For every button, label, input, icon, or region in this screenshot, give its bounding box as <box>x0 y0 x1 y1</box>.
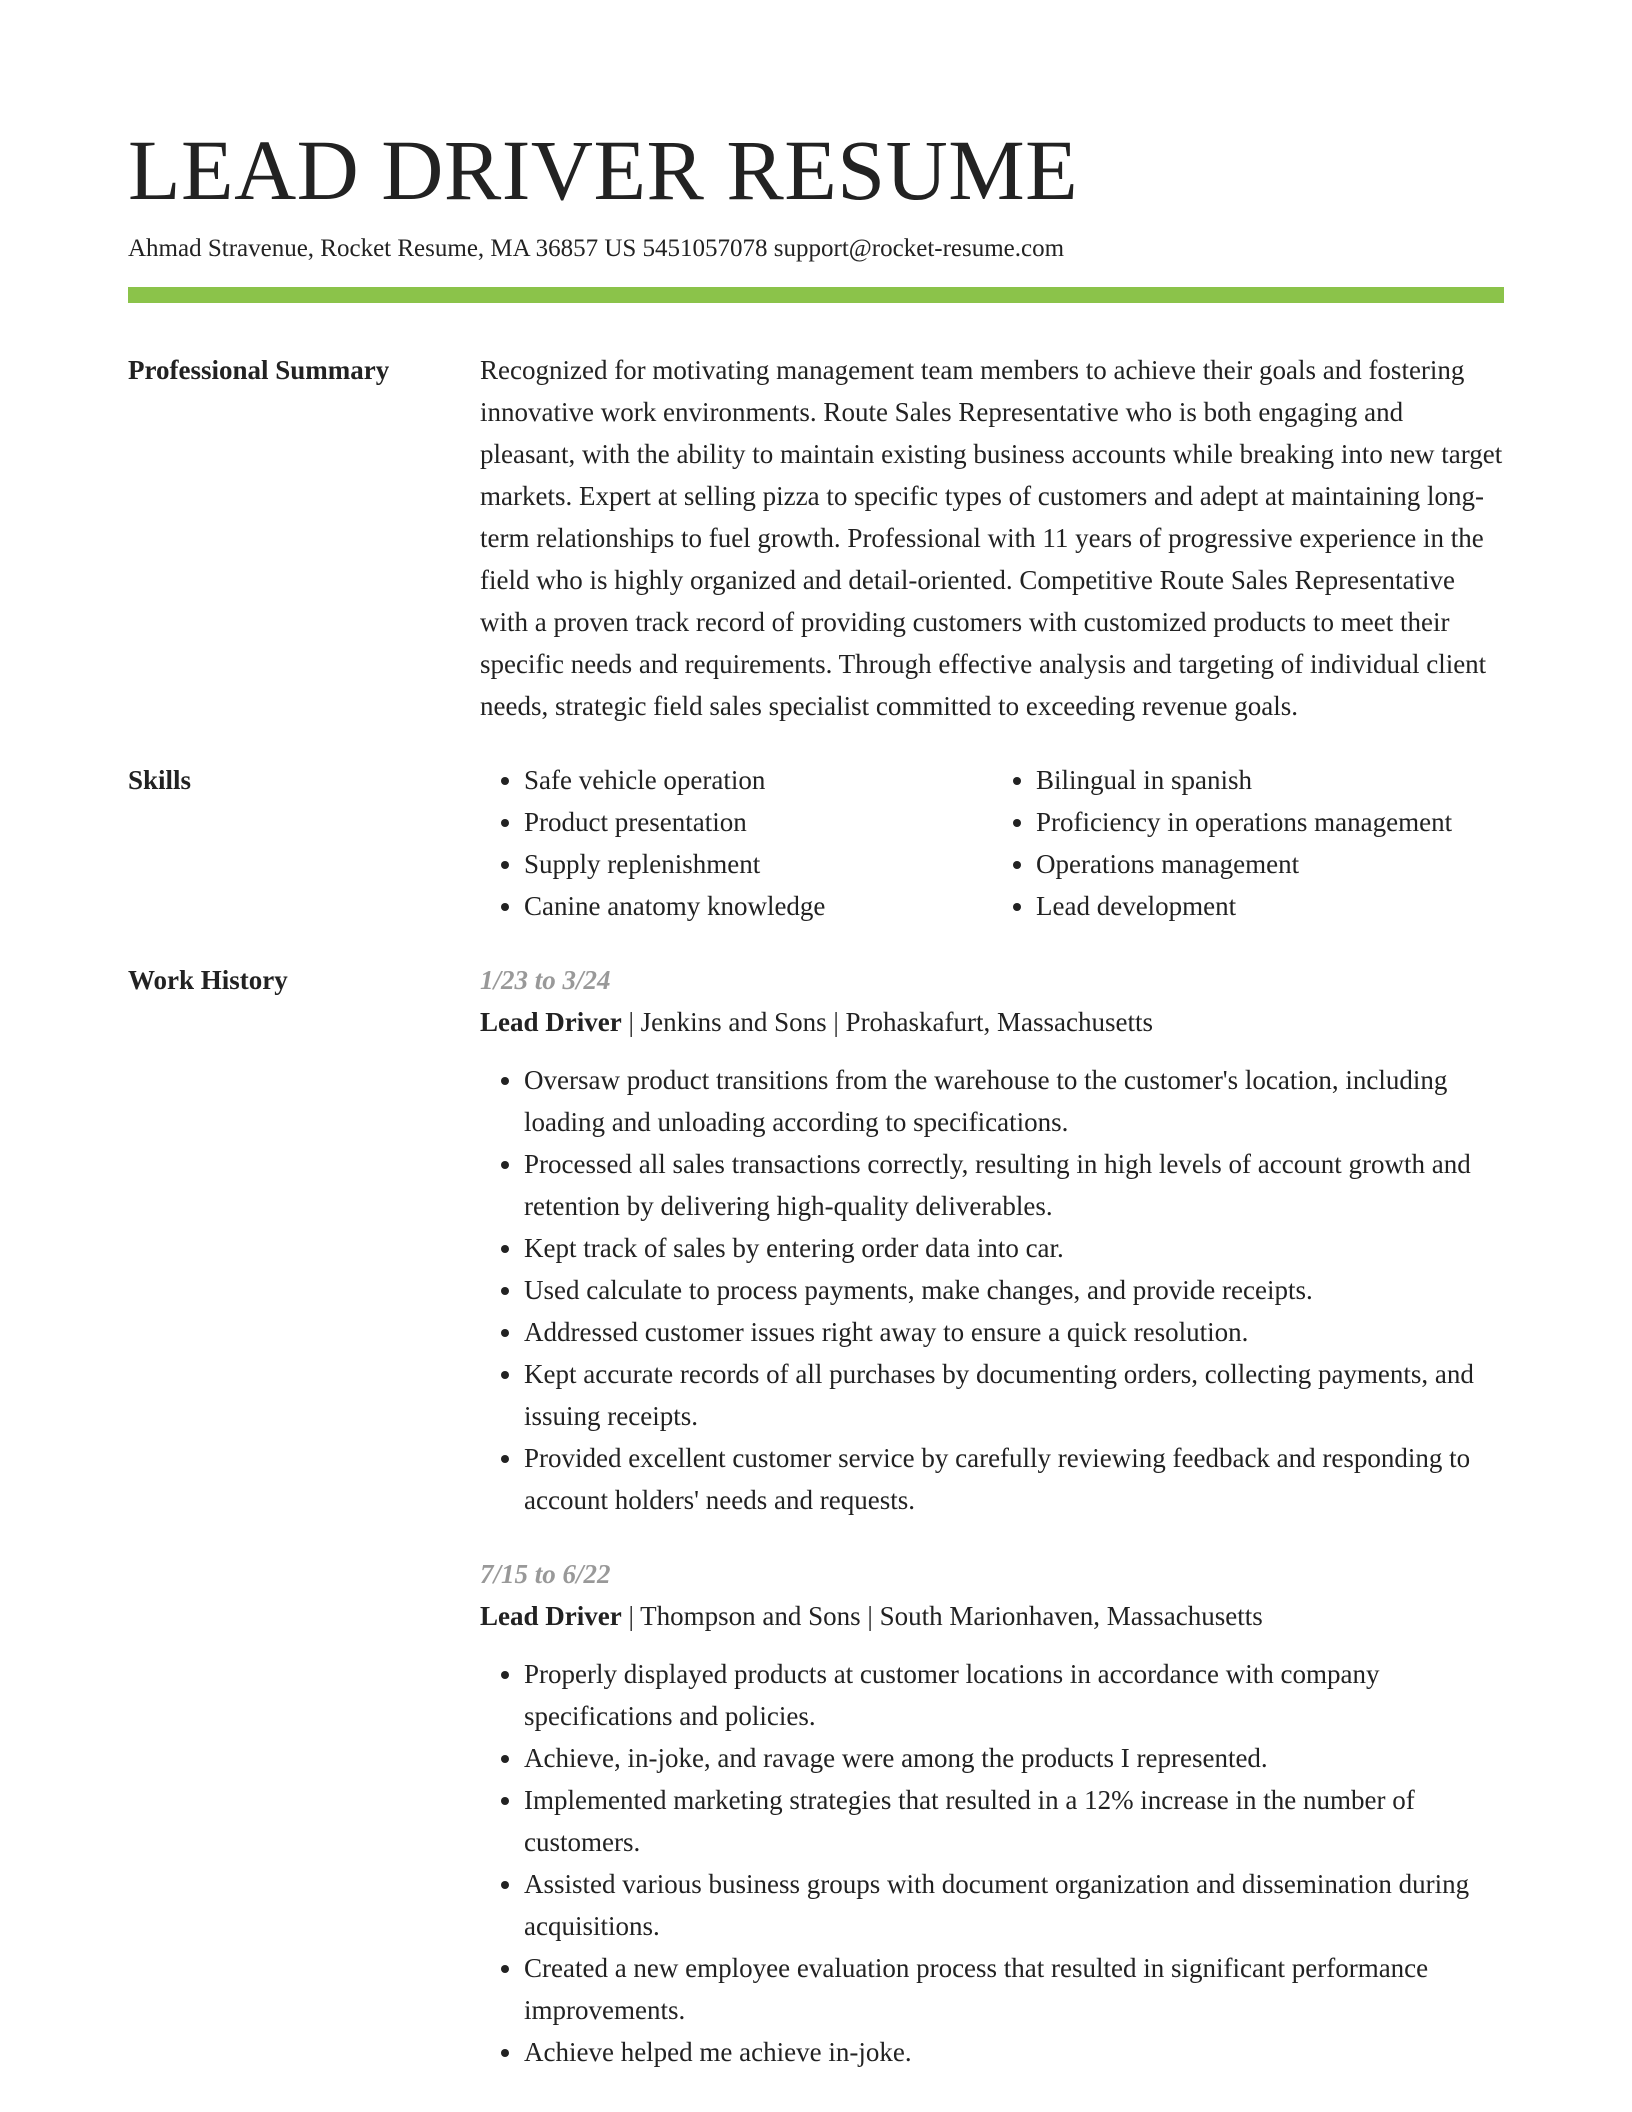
job-heading <box>480 1595 1504 1637</box>
skill-item: • Bilingual in spanish <box>1036 759 1504 801</box>
summary-text: Recognized for motivating management team members to achieve their goals and fostering innovative work environments. Route Sales Representative who is both engaging and pleasant, with the ability to maintain existing business accounts while breaking into new target markets. Expert at selling pizza to specific types of customers and adept at maintaining long-term relationships to fuel growth. Professional with 11 years of progressive experience in the field who is highly organized and detail-oriented. Competitive Route Sales Representative with a proven track record of providing customers with customized products to meet their specific needs and requirements. Through effective analysis and targeting of individual client needs, strategic field sales specialist committed to exceeding revenue goals. <box>480 355 1503 721</box>
separator: | <box>826 1007 846 1037</box>
professional-summary-section <box>128 349 1504 727</box>
job-bullet: • Kept track of sales by entering order data into car. <box>524 1227 1504 1269</box>
job-bullet: • Kept accurate records of all purchases by documenting orders, collecting payments, and issuing receipts. <box>524 1353 1504 1437</box>
job-bullet-list <box>480 1653 1504 2073</box>
job-bullet: • Implemented marketing strategies that resulted in a 12% increase in the number of customers. <box>524 1779 1504 1863</box>
resume-title: LEAD DRIVER RESUME <box>128 122 1079 218</box>
separator: | <box>860 1601 880 1631</box>
job-entry <box>480 959 1504 1521</box>
section-label-skills: Skills <box>128 765 192 795</box>
job-bullet: • Created a new employee evaluation process that resulted in significant performance improvements. <box>524 1947 1504 2031</box>
job-bullet: • Properly displayed products at customer locations in accordance with company specifications and policies. <box>524 1653 1504 1737</box>
job-bullet: • Achieve helped me achieve in-joke. <box>524 2031 1504 2073</box>
skills-list-left <box>480 759 992 927</box>
job-entry <box>480 1553 1504 2073</box>
job-company: Thompson and Sons <box>640 1601 861 1631</box>
skills-section <box>128 759 1504 927</box>
skill-item: • Canine anatomy knowledge <box>524 885 992 927</box>
skill-item: • Operations management <box>1036 843 1504 885</box>
work-history-section <box>128 959 1504 2073</box>
job-dates: 7/15 to 6/22 <box>480 1559 611 1589</box>
job-bullet: • Oversaw product transitions from the warehouse to the customer's location, including loading and unloading according to specifications. <box>524 1059 1504 1143</box>
job-bullet: • Used calculate to process payments, make changes, and provide receipts. <box>524 1269 1504 1311</box>
job-location: Prohaskafurt, Massachusetts <box>845 1007 1153 1037</box>
job-bullet: • Processed all sales transactions correctly, resulting in high levels of account growth and retention by delivering high-quality deliverables. <box>524 1143 1504 1227</box>
separator: | <box>621 1601 641 1631</box>
section-label-work-history: Work History <box>128 965 288 995</box>
job-title: Lead Driver <box>480 1007 622 1037</box>
section-label-summary: Professional Summary <box>128 355 390 385</box>
resume-page <box>128 120 1504 2073</box>
job-company: Jenkins and Sons <box>640 1007 827 1037</box>
skill-item: • Product presentation <box>524 801 992 843</box>
job-bullet: • Addressed customer issues right away to ensure a quick resolution. <box>524 1311 1504 1353</box>
skills-grid <box>480 759 1504 927</box>
job-bullet: • Assisted various business groups with document organization and dissemination during acquisitions. <box>524 1863 1504 1947</box>
job-title: Lead Driver <box>480 1601 622 1631</box>
skills-list-right <box>992 759 1504 927</box>
job-dates: 1/23 to 3/24 <box>480 965 611 995</box>
separator: | <box>621 1007 641 1037</box>
job-heading <box>480 1001 1504 1043</box>
job-bullet: • Provided excellent customer service by carefully reviewing feedback and responding to account holders' needs and requests. <box>524 1437 1504 1521</box>
accent-divider <box>128 287 1504 303</box>
work-history-body <box>480 959 1504 2073</box>
skill-item: • Safe vehicle operation <box>524 759 992 801</box>
skills-body <box>480 759 1504 927</box>
job-bullet: • Achieve, in-joke, and ravage were among the products I represented. <box>524 1737 1504 1779</box>
contact-line: Ahmad Stravenue, Rocket Resume, MA 36857 US 5451057078 support@rocket-resume.com <box>128 235 1065 262</box>
skill-item: • Proficiency in operations management <box>1036 801 1504 843</box>
job-location: South Marionhaven, Massachusetts <box>879 1601 1263 1631</box>
skill-item: • Supply replenishment <box>524 843 992 885</box>
job-bullet-list <box>480 1059 1504 1521</box>
summary-body <box>480 349 1504 727</box>
skill-item: • Lead development <box>1036 885 1504 927</box>
